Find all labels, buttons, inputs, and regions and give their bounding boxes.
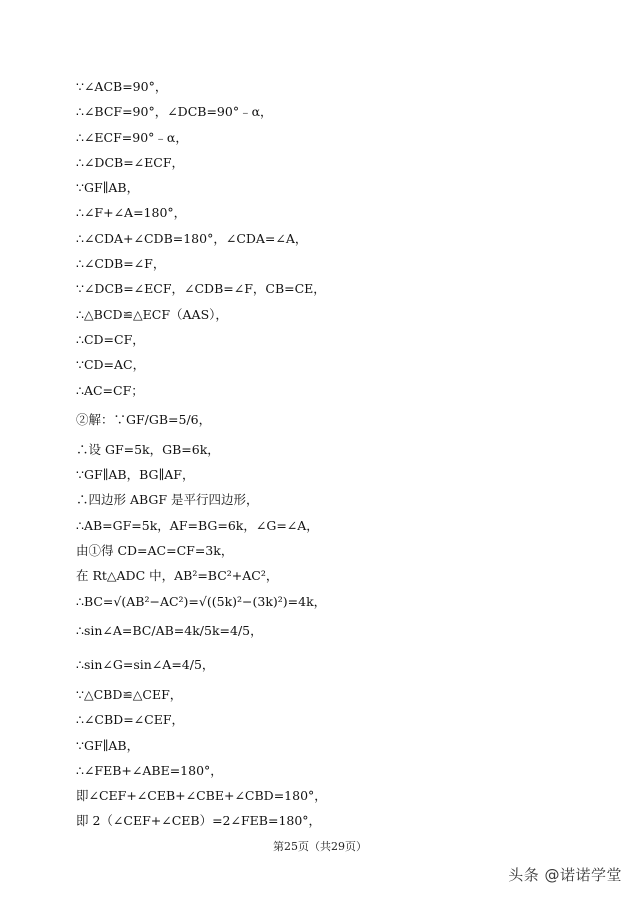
solution-line: ∴∠FEB+∠ABE=180°， — [76, 762, 223, 778]
solution-line: ∴CD=CF， — [76, 331, 145, 347]
solution-line: ∴∠ECF=90°﹣α， — [76, 129, 188, 145]
page-number-footer: 第25页（共29页） — [273, 840, 367, 853]
solution-line: ∴BC=√(AB²−AC²)=√((5k)²−(3k)²)=4k， — [76, 593, 327, 609]
solution-line: ∴AC=CF； — [76, 382, 144, 398]
solution-line: ∴四边形 ABGF 是平行四边形， — [76, 492, 259, 508]
solution-line: ∴设 GF=5k，GB=6k， — [76, 441, 220, 457]
solution-line: 即 2（∠CEF+∠CEB）=2∠FEB=180°， — [76, 813, 322, 829]
solution-line: ∴∠CBD=∠CEF， — [76, 712, 185, 728]
solution-line: ∵GF∥AB，BG∥AF， — [76, 467, 195, 483]
solution-line: ∴∠CDB=∠F， — [76, 256, 166, 272]
solution-line: ∴△BCD≌△ECF（AAS）， — [76, 306, 228, 322]
solution-line: 由①得 CD=AC=CF=3k， — [76, 543, 234, 559]
solution-line: ∵GF∥AB， — [76, 737, 140, 753]
solution-line: ∵GF∥AB， — [76, 180, 140, 196]
solution-line: 即∠CEF+∠CEB+∠CBE+∠CBD=180°， — [76, 788, 327, 804]
solution-line: ∵∠DCB=∠ECF，∠CDB=∠F，CB=CE， — [76, 281, 326, 297]
solution-line: 在 Rt△ADC 中，AB²=BC²+AC²， — [76, 568, 279, 584]
solution-line: ∵CD=AC， — [76, 357, 146, 373]
solution-line: ∴∠F+∠A=180°， — [76, 205, 187, 221]
solution-text — [76, 74, 596, 834]
solution-line: ∵∠ACB=90°， — [76, 79, 168, 94]
solution-line: ②解：∵GF/GB=5/6， — [76, 411, 212, 427]
solution-line: ∴sin∠A=BC/AB=4k/5k=4/5， — [76, 622, 263, 638]
watermark: 头条 @诺诺学堂 — [508, 866, 622, 884]
solution-line: ∴AB=GF=5k，AF=BG=6k，∠G=∠A， — [76, 517, 319, 533]
solution-line: ∴sin∠G=sin∠A=4/5， — [76, 656, 215, 672]
solution-line: ∴∠DCB=∠ECF， — [76, 154, 185, 170]
solution-line: ∴∠CDA+∠CDB=180°，∠CDA=∠A， — [76, 230, 308, 246]
solution-line: ∴∠BCF=90°，∠DCB=90°﹣α， — [76, 104, 273, 120]
solution-line: ∵△CBD≌△CEF， — [76, 686, 183, 702]
